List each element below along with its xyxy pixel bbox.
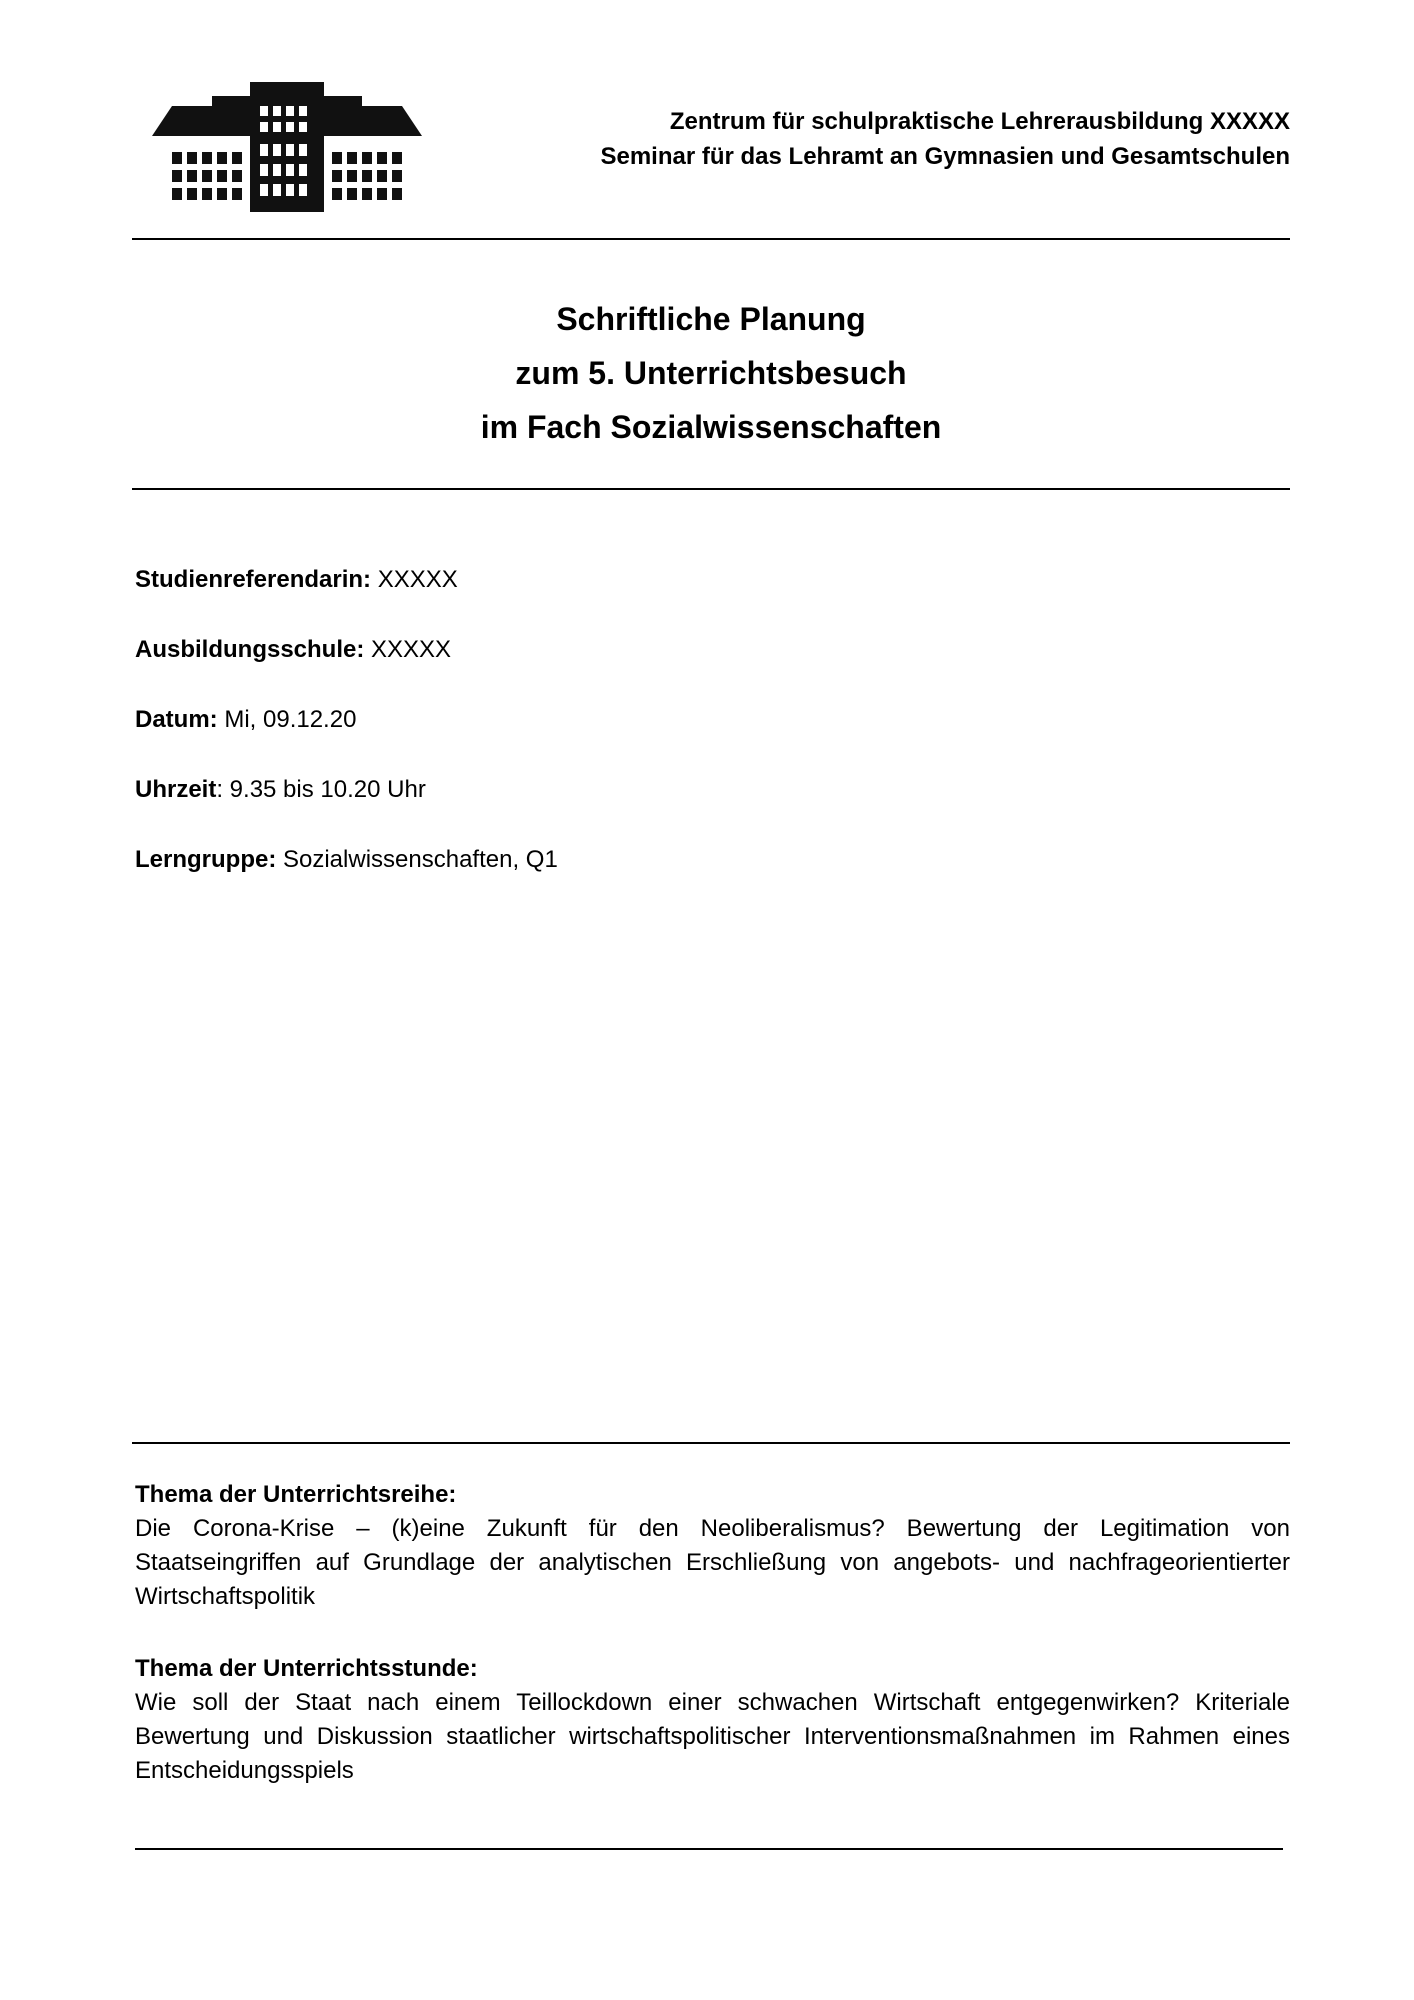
- meta-lerngruppe: [135, 845, 558, 875]
- schule-label: Ausbildungsschule:: [135, 636, 365, 663]
- datum-label: Datum:: [135, 706, 218, 733]
- referendarin-value: XXXXX: [371, 566, 458, 593]
- title-line-1: Schriftliche Planung: [556, 301, 866, 337]
- divider-title: [132, 488, 1290, 490]
- topic-stunde: [135, 1652, 1290, 1788]
- institution-header: [600, 104, 1290, 174]
- uhrzeit-label: Uhrzeit: [135, 776, 217, 803]
- document-title: [132, 292, 1290, 454]
- topic-stunde-heading: Thema der Unterrichtsstunde:: [135, 1655, 478, 1682]
- divider-bottom: [135, 1848, 1283, 1850]
- lerngruppe-value: Sozialwissenschaften, Q1: [276, 846, 558, 873]
- title-line-3: im Fach Sozialwissenschaften: [480, 409, 942, 445]
- schule-value: XXXXX: [364, 636, 452, 663]
- divider-top: [132, 238, 1290, 240]
- institution-line-2: Seminar für das Lehramt an Gymnasien und Gesamtschulen: [600, 143, 1290, 170]
- meta-referendarin: [135, 565, 458, 595]
- meta-uhrzeit: [135, 775, 426, 805]
- meta-datum: [135, 705, 356, 735]
- topic-reihe: [135, 1478, 1290, 1614]
- divider-topics: [132, 1442, 1290, 1444]
- topic-reihe-text: Die Corona-Krise – (k)eine Zukunft für den Neoliberalismus? Bewertung der Legitimation von Staatseingriffen auf Grundlage der analytischen Erschließung von angebots- und nachfrageorientierter Wirtschaftspolitik: [135, 1515, 1290, 1610]
- datum-value: Mi, 09.12.20: [217, 706, 357, 733]
- title-line-2: zum 5. Unterrichtsbesuch: [515, 355, 907, 391]
- uhrzeit-value: : 9.35 bis 10.20 Uhr: [216, 776, 426, 803]
- referendarin-label: Studienreferendarin:: [135, 566, 372, 593]
- topic-stunde-text: Wie soll der Staat nach einem Teillockdown einer schwachen Wirtschaft entgegenwirken? Kriteriale Bewertung und Diskussion staatlicher wirtschaftspolitischer Interventionsmaßnahmen im Rahmen eines Entscheidungsspiels: [135, 1689, 1290, 1784]
- topic-reihe-heading: Thema der Unterrichtsreihe:: [135, 1481, 457, 1508]
- lerngruppe-label: Lerngruppe:: [135, 846, 277, 873]
- meta-schule: [135, 635, 451, 665]
- institution-line-1: Zentrum für schulpraktische Lehrerausbildung XXXXX: [669, 108, 1290, 135]
- school-building-logo: [152, 82, 422, 212]
